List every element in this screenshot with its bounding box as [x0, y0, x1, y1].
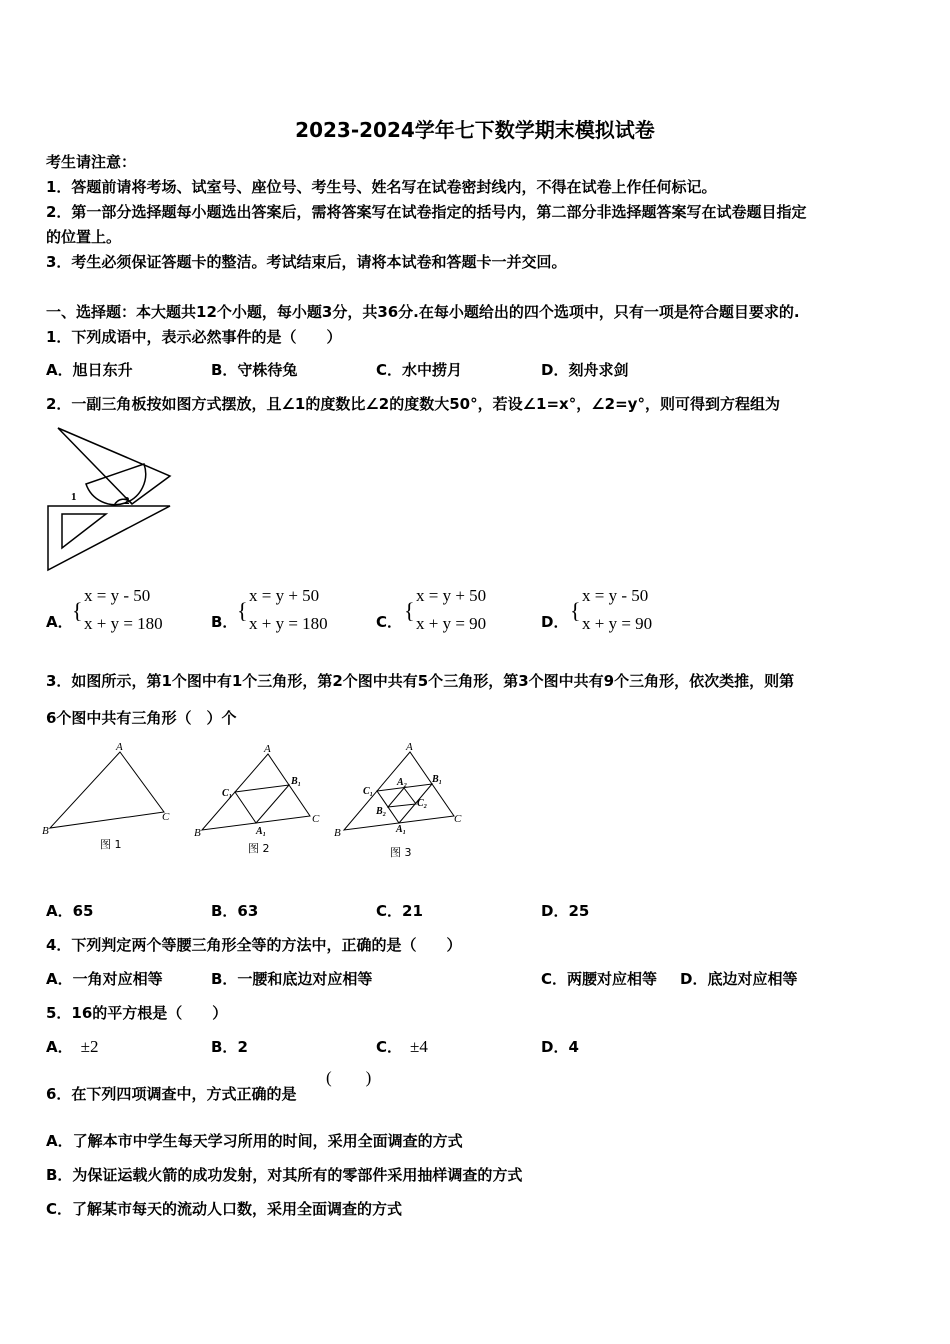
vertex-a-label: A	[116, 741, 123, 753]
q1-option-b: B．守株待兔	[211, 361, 298, 379]
vertex-b-label: B	[42, 825, 49, 837]
vertex-a-label: A	[264, 743, 271, 755]
vertex-c-label: C	[454, 813, 462, 825]
angle-2-label: 2	[124, 495, 130, 507]
q5-option-d	[541, 1037, 579, 1057]
equation-2: x + y = 180	[249, 614, 328, 633]
q2-stem: 2．一副三角板按如图方式摆放，且∠1的度数比∠2的度数大50°，若设∠1=x°，∠2=y°，则可得到方程组为	[46, 395, 780, 413]
q6-option-c: C．了解某市每天的流动人口数，采用全面调查的方式	[46, 1200, 403, 1218]
vertex-c1-label: C₁	[363, 786, 374, 797]
option-letter: A．	[46, 1038, 73, 1056]
q6-option-b: B．为保证运载火箭的成功发射，对其所有的零部件采用抽样调查的方式	[46, 1166, 523, 1184]
option-value: 4	[568, 1038, 579, 1056]
brace: {	[72, 598, 83, 623]
q3-option-d: D．25	[541, 902, 590, 920]
q4-option-a: A．一角对应相等	[46, 970, 163, 988]
q4-option-b: B．一腰和底边对应相等	[211, 970, 373, 988]
q4-stem: 4．下列判定两个等腰三角形全等的方法中，正确的是（ ）	[46, 936, 462, 954]
q3-option-a: A．65	[46, 902, 94, 920]
vertex-b1-label: B₁	[291, 776, 302, 787]
q2-option-a-letter: A．	[46, 613, 73, 631]
q2-triangle-figure	[44, 424, 176, 576]
q1-option-d: D．刻舟求剑	[541, 361, 629, 379]
option-letter: C．	[376, 1038, 403, 1056]
option-letter: B．	[211, 1038, 238, 1056]
q4-option-c: C．两腰对应相等	[541, 970, 658, 988]
vertex-c2-label: C₂	[417, 798, 428, 809]
equation-2: x + y = 180	[84, 614, 163, 633]
vertex-c-label: C	[312, 813, 320, 825]
q2-option-b-letter: B．	[211, 613, 238, 631]
option-value: ±4	[410, 1037, 428, 1056]
equation-2: x + y = 90	[416, 614, 487, 633]
vertex-a-label: A	[406, 741, 413, 753]
equation-1: x = y - 50	[582, 586, 649, 605]
vertex-a1-label: A₁	[396, 824, 407, 835]
q2-option-d-letter: D．	[541, 613, 569, 631]
q1-option-c: C．水中捞月	[376, 361, 463, 379]
equation-1: x = y + 50	[249, 586, 320, 605]
equation-1: x = y + 50	[416, 586, 487, 605]
option-value: ±2	[80, 1037, 99, 1056]
notice-heading: 考生请注意：	[46, 153, 137, 171]
q3-stem-line1: 3．如图所示，第1个图中有1个三角形，第2个图中共有5个三角形，第3个图中共有9个三角形，依次类推，则第	[46, 672, 795, 690]
q5-option-b	[211, 1037, 248, 1057]
q5-option-a	[46, 1037, 98, 1057]
set-square-lower	[48, 506, 170, 570]
q6-option-a: A．了解本市中学生每天学习所用的时间，采用全面调查的方式	[46, 1132, 463, 1150]
vertex-a2-label: A₂	[397, 777, 408, 788]
q4-option-d: D．底边对应相等	[680, 970, 798, 988]
q3-option-c: C．21	[376, 902, 423, 920]
q1-option-a: A．旭日东升	[46, 361, 133, 379]
brace: {	[570, 598, 581, 623]
q2-option-c-letter: C．	[376, 613, 403, 631]
q3-figure-1	[40, 740, 180, 856]
q3-figure-2	[190, 740, 330, 860]
equation-1: x = y - 50	[84, 586, 151, 605]
q1-stem: 1．下列成语中，表示必然事件的是（ ）	[46, 328, 342, 346]
notice-item: 3．考生必须保证答题卡的整洁。考试结束后，请将本试卷和答题卡一并交回。	[46, 253, 567, 271]
q6-answer-paren: ( )	[326, 1068, 372, 1087]
page-title: 2023-2024学年七下数学期末模拟试卷	[295, 118, 655, 142]
figure-caption: 图 2	[248, 842, 270, 855]
brace: {	[237, 598, 248, 623]
q5-stem: 5．16的平方根是（ ）	[46, 1004, 228, 1022]
equation-2: x + y = 90	[582, 614, 653, 633]
vertex-c1-label: C₁	[222, 788, 233, 799]
q5-option-c	[376, 1037, 428, 1057]
vertex-b2-label: B₂	[376, 806, 387, 817]
vertex-b-label: B	[194, 827, 201, 839]
figure-caption: 图 3	[390, 846, 412, 859]
q3-stem-line2: 6个图中共有三角形（ ）个	[46, 709, 237, 727]
section-heading: 一、选择题：本大题共12个小题，每小题3分，共36分.在每小题给出的四个选项中，只有一项是符合题目要求的.	[46, 303, 800, 321]
vertex-a1-label: A₁	[256, 826, 267, 837]
option-letter: D．	[541, 1038, 569, 1056]
option-value: 2	[237, 1038, 248, 1056]
notice-item: 1．答题前请将考场、试室号、座位号、考生号、姓名写在试卷密封线内，不得在试卷上作任何标记。	[46, 178, 717, 196]
vertex-c-label: C	[162, 811, 170, 823]
notice-item: 的位置上。	[46, 228, 122, 246]
protractor-cutout	[86, 464, 146, 505]
brace: {	[404, 598, 415, 623]
vertex-b1-label: B₁	[432, 774, 443, 785]
q3-option-b: B．63	[211, 902, 259, 920]
q3-figure-3	[330, 740, 470, 864]
q6-stem: 6．在下列四项调查中，方式正确的是	[46, 1085, 297, 1103]
figure-caption: 图 1	[100, 838, 122, 851]
angle-1-label: 1	[71, 491, 77, 503]
notice-item: 2．第一部分选择题每小题选出答案后，需将答案写在试卷指定的括号内，第二部分非选择题答案写在试卷题目指定	[46, 203, 807, 221]
vertex-b-label: B	[334, 827, 341, 839]
